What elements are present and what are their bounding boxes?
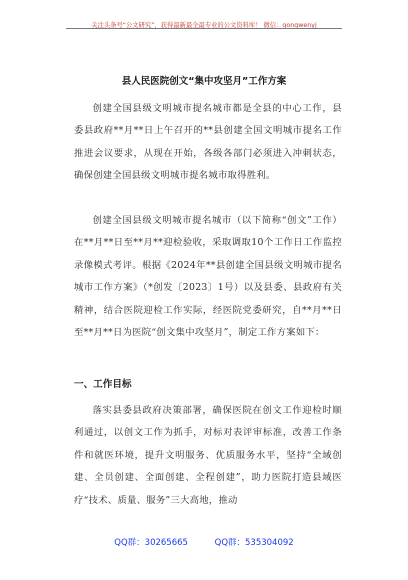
header-divider bbox=[66, 28, 342, 29]
footer-qq-group-2: QQ群：535304092 bbox=[214, 538, 294, 548]
section-heading-goals: 一、工作目标 bbox=[74, 379, 132, 390]
paragraph-goals: 落实县委县政府决策部署，确保医院在创文工作迎检时顺利通过，以创文工作为抓手，对标对表评审标准，改善工作条件和就医环境，提升文明服务、优质服务水平，坚持“全域创建、全员创建、全面创建、全程创建”，助力医院打造县域医疗“技术、质量、服务”三大高地，推动 bbox=[74, 405, 342, 506]
footer-qq-group-1: QQ群：30265665 bbox=[114, 538, 188, 548]
document-title: 县人民医院创文“集中攻坚月”工作方案 bbox=[121, 76, 287, 87]
paragraph-background: 创建全国县级文明城市提名城市（以下简称“创文”工作）在**月**日至**月**迎检验收，采取调取10个工作日工作监控录像模式考评。根据《2024年**县创建全国县级文明城市提名城市工作方案》（*创发〔2023〕1号）以及县委、县政府有关精神，结合医院迎检工作实际，经医院党委研究，自**月**日至**月**日为医院“创文集中攻坚月”，制定工作方案如下： bbox=[74, 215, 342, 339]
footer-contacts bbox=[58, 536, 350, 548]
header-notice: 关注头条号“公文研究”，获得最新最全最专业的公文资料库！ 微信：gongwenyj bbox=[91, 22, 317, 29]
paragraph-intro: 创建全国县级文明城市提名城市都是全县的中心工作，县委县政府**月**日上午召开的**县创建全国文明城市提名工作推进会议要求，从现在开始，各级各部门必须进入冲刺状态，确保创建全国县级文明城市提名城市取得胜利。 bbox=[74, 103, 342, 182]
document-page bbox=[58, 0, 350, 580]
